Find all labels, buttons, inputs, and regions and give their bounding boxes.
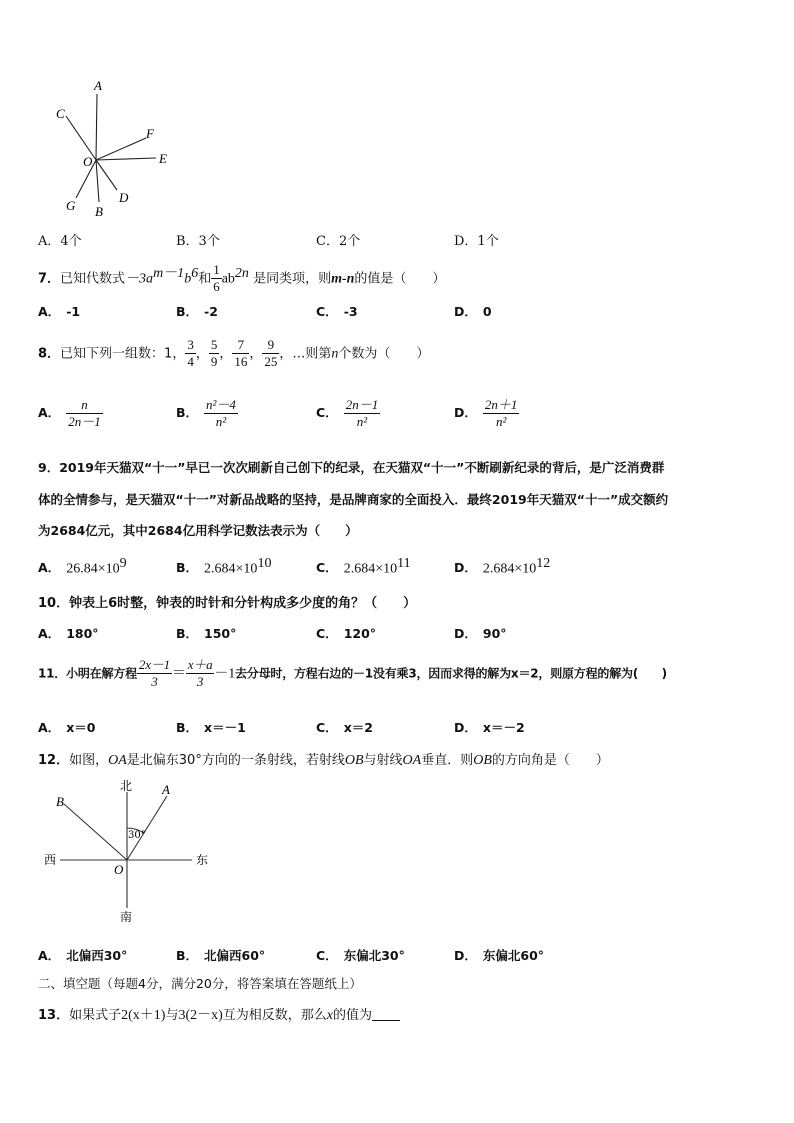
ray-OD [96,160,117,190]
question-12 [38,749,609,769]
q10-number: 10． [38,596,70,611]
q6-option-d[interactable]: D．1个 [454,234,499,249]
question-8: 8．已知下列一组数：1， $\frac{3}{4}$ ， $\frac{5}{9}$ ， $\frac{7}{16}$ ， $\frac{9}{25}$ ，…则第n个数为（ ） [38,337,430,370]
q8-number: 8． [38,346,61,362]
label-A: A [162,782,170,797]
label-north: 北 [120,779,133,793]
q11-number: 11． [38,666,67,681]
ray-OF [96,138,146,160]
q7-option-c[interactable]: C． -3 [316,304,358,319]
q6-options [38,230,738,250]
label-D: D [119,190,129,205]
label-angle: 30° [128,830,146,841]
ray-OA [127,796,167,860]
q9-option-c[interactable]: C． $2.684\times 10^{11}$ [316,556,411,577]
q11-text-after: 去分母时，方程右边的－1没有乘3，因而求得的解为x＝2，则原方程的解为( ) [235,666,667,681]
q7-text-after: 是同类项，则 [253,271,332,287]
q12-text1: 如图， [69,753,109,768]
q9-line3: 为2684亿元，其中2684亿用科学记数法表示为（ ） [38,523,358,538]
label-A: A [94,78,102,93]
q8-frac-1: $\frac{3}{4}$ [187,337,194,370]
q6-option-c[interactable]: C．2个 [316,234,361,249]
label-E: E [159,151,167,166]
q13-x: x [326,1008,334,1023]
q7-exp1b: 6 [191,266,199,281]
q11-option-b[interactable]: B． x＝－1 [176,720,246,735]
q7-exp1: m－1 [153,266,185,281]
figure-q12-compass [40,778,220,928]
label-O: O [114,862,124,877]
q13-text4: 的值为 [333,1008,373,1023]
q10-option-a[interactable]: A． 180° [38,626,99,641]
q7-option-b[interactable]: B． -2 [176,304,218,319]
q12-number: 12． [38,753,70,768]
q11-frac-2: $\frac{x+a}{3}$ [187,657,213,690]
label-G: G [66,198,76,213]
q8-tail: 个数为（ ） [338,346,430,362]
q9-options [38,556,738,576]
q8-option-a[interactable]: A． $\frac{n}{2n-1}$ [38,397,101,430]
q8-text-after: ，…则第 [279,346,332,362]
q10-option-c[interactable]: C． 120° [316,626,377,641]
q8-n: n [331,346,339,362]
q9-option-d[interactable]: D． $2.684\times 10^{12}$ [454,556,551,577]
q7-and: 和 [198,271,212,287]
question-13 [38,1004,400,1024]
q8-option-c[interactable]: C． $\frac{2n-1}{\text{n²}}$ [316,397,379,430]
q12-option-a[interactable]: A． 北偏西30° [38,948,128,963]
q11-minus1: －1 [214,666,235,682]
section-2-title: 二、填空题（每题4分，满分20分，将答案填在答题纸上） [38,976,362,991]
q8-frac-3: $\frac{7}{16}$ [234,337,248,370]
q11-eq: ＝ [171,666,186,682]
ray-OA [96,94,97,160]
ray-OB [96,160,99,202]
q13-answer-blank[interactable] [372,1009,400,1021]
q12-options [38,946,738,966]
q9-option-b[interactable]: B． $2.684\times 10^{10}$ [176,556,272,577]
q12-text3: 与射线 [363,753,403,768]
q12-ob2: OB [473,753,492,768]
q9-option-a[interactable]: A． $26.84\times 10^9$ [38,556,127,577]
q11-text-before: 小明在解方程 [66,666,137,681]
q10-options [38,624,738,644]
q8-frac-2: $\frac{5}{9}$ [210,337,218,370]
q7-options [38,302,738,322]
q12-option-b[interactable]: B． 北偏西60° [176,948,266,963]
figure-q6-rays [50,78,190,223]
question-10 [38,592,416,611]
q11-frac-1: $\frac{2x-1}{3}$ [138,657,170,690]
q7-exp2: 2n [234,266,249,281]
q11-options [38,718,738,738]
q7-expr1: －3a [125,271,154,287]
q10-option-b[interactable]: B． 150° [176,626,237,641]
q12-option-c[interactable]: C． 东偏北30° [316,948,405,963]
question-9 [38,458,664,476]
q6-option-a[interactable]: A．4个 [38,234,82,249]
q12-oa: OA [108,753,127,768]
label-east: 东 [196,853,209,867]
q7-option-a[interactable]: A． -1 [38,304,81,319]
q11-option-a[interactable]: A． x＝0 [38,720,96,735]
label-B: B [56,794,64,809]
label-B: B [95,204,103,219]
q13-text1: 如果式子 [69,1008,122,1023]
q10-text: 钟表上6时整，钟表的时针和分针构成多少度的角？（ ） [69,596,417,611]
q7-text-before: 已知代数式 [60,271,126,287]
q9-number: 9． [38,460,60,475]
label-west: 西 [44,853,57,867]
q12-text4: 垂直．则 [421,753,474,768]
question-7 [38,262,445,295]
q11-option-c[interactable]: C． x＝2 [316,720,373,735]
q12-text5: 的方向角是（ ） [491,753,609,768]
q13-expr2: 3(2－x) [178,1008,223,1023]
q12-ob: OB [344,753,364,768]
q7-tail: 的值是（ ） [354,271,446,287]
q12-oa2: OA [402,753,422,768]
q7-expr1b: b [184,271,192,287]
q13-number: 13． [38,1008,70,1023]
q13-expr1: 2(x＋1) [121,1008,166,1023]
ray-OE [96,158,156,160]
label-south: 南 [120,910,133,924]
q6-option-b[interactable]: B．3个 [176,234,220,249]
q8-text-before: 已知下列一组数：1， [60,346,186,362]
q7-number: 7． [38,271,61,287]
q13-text3: 互为相反数，那么 [222,1008,327,1023]
q8-options [38,398,738,442]
question-11 [38,658,667,690]
ray-OB [64,804,127,860]
q12-text2: 是北偏东30°方向的一条射线，若射线 [126,753,345,768]
q9-line2: 体的全情参与，是天猫双“十一”对新品战略的坚持，是品牌商家的全面投入．最终2019年天猫双“十一”成交额约 [38,492,669,507]
q12-option-d[interactable]: D． 东偏北60° [454,948,545,963]
label-O: O [83,154,93,169]
q8-option-b[interactable]: B． $\frac{\text{n²－4}}{\text{n²}}$ [176,397,236,430]
q7-coef-frac: $\frac{1}{6}$ [213,262,220,295]
q7-expr2: ab [221,271,235,287]
q10-option-d[interactable]: D． 90° [454,626,507,641]
label-F: F [146,126,154,141]
q8-frac-4: $\frac{9}{25}$ [264,337,278,370]
q8-option-d[interactable]: D． $\frac{2n+1}{\text{n²}}$ [454,397,518,430]
q13-text2: 与 [165,1008,179,1023]
q7-option-d[interactable]: D． 0 [454,304,492,319]
label-C: C [56,106,65,121]
q7-mn: m-n [331,271,355,287]
q9-line1: 2019年天猫双“十一”早已一次次刷新自己创下的纪录，在天猫双“十一”不断刷新纪录的背后，是广泛消费群 [59,460,665,475]
q11-option-d[interactable]: D． x＝－2 [454,720,525,735]
